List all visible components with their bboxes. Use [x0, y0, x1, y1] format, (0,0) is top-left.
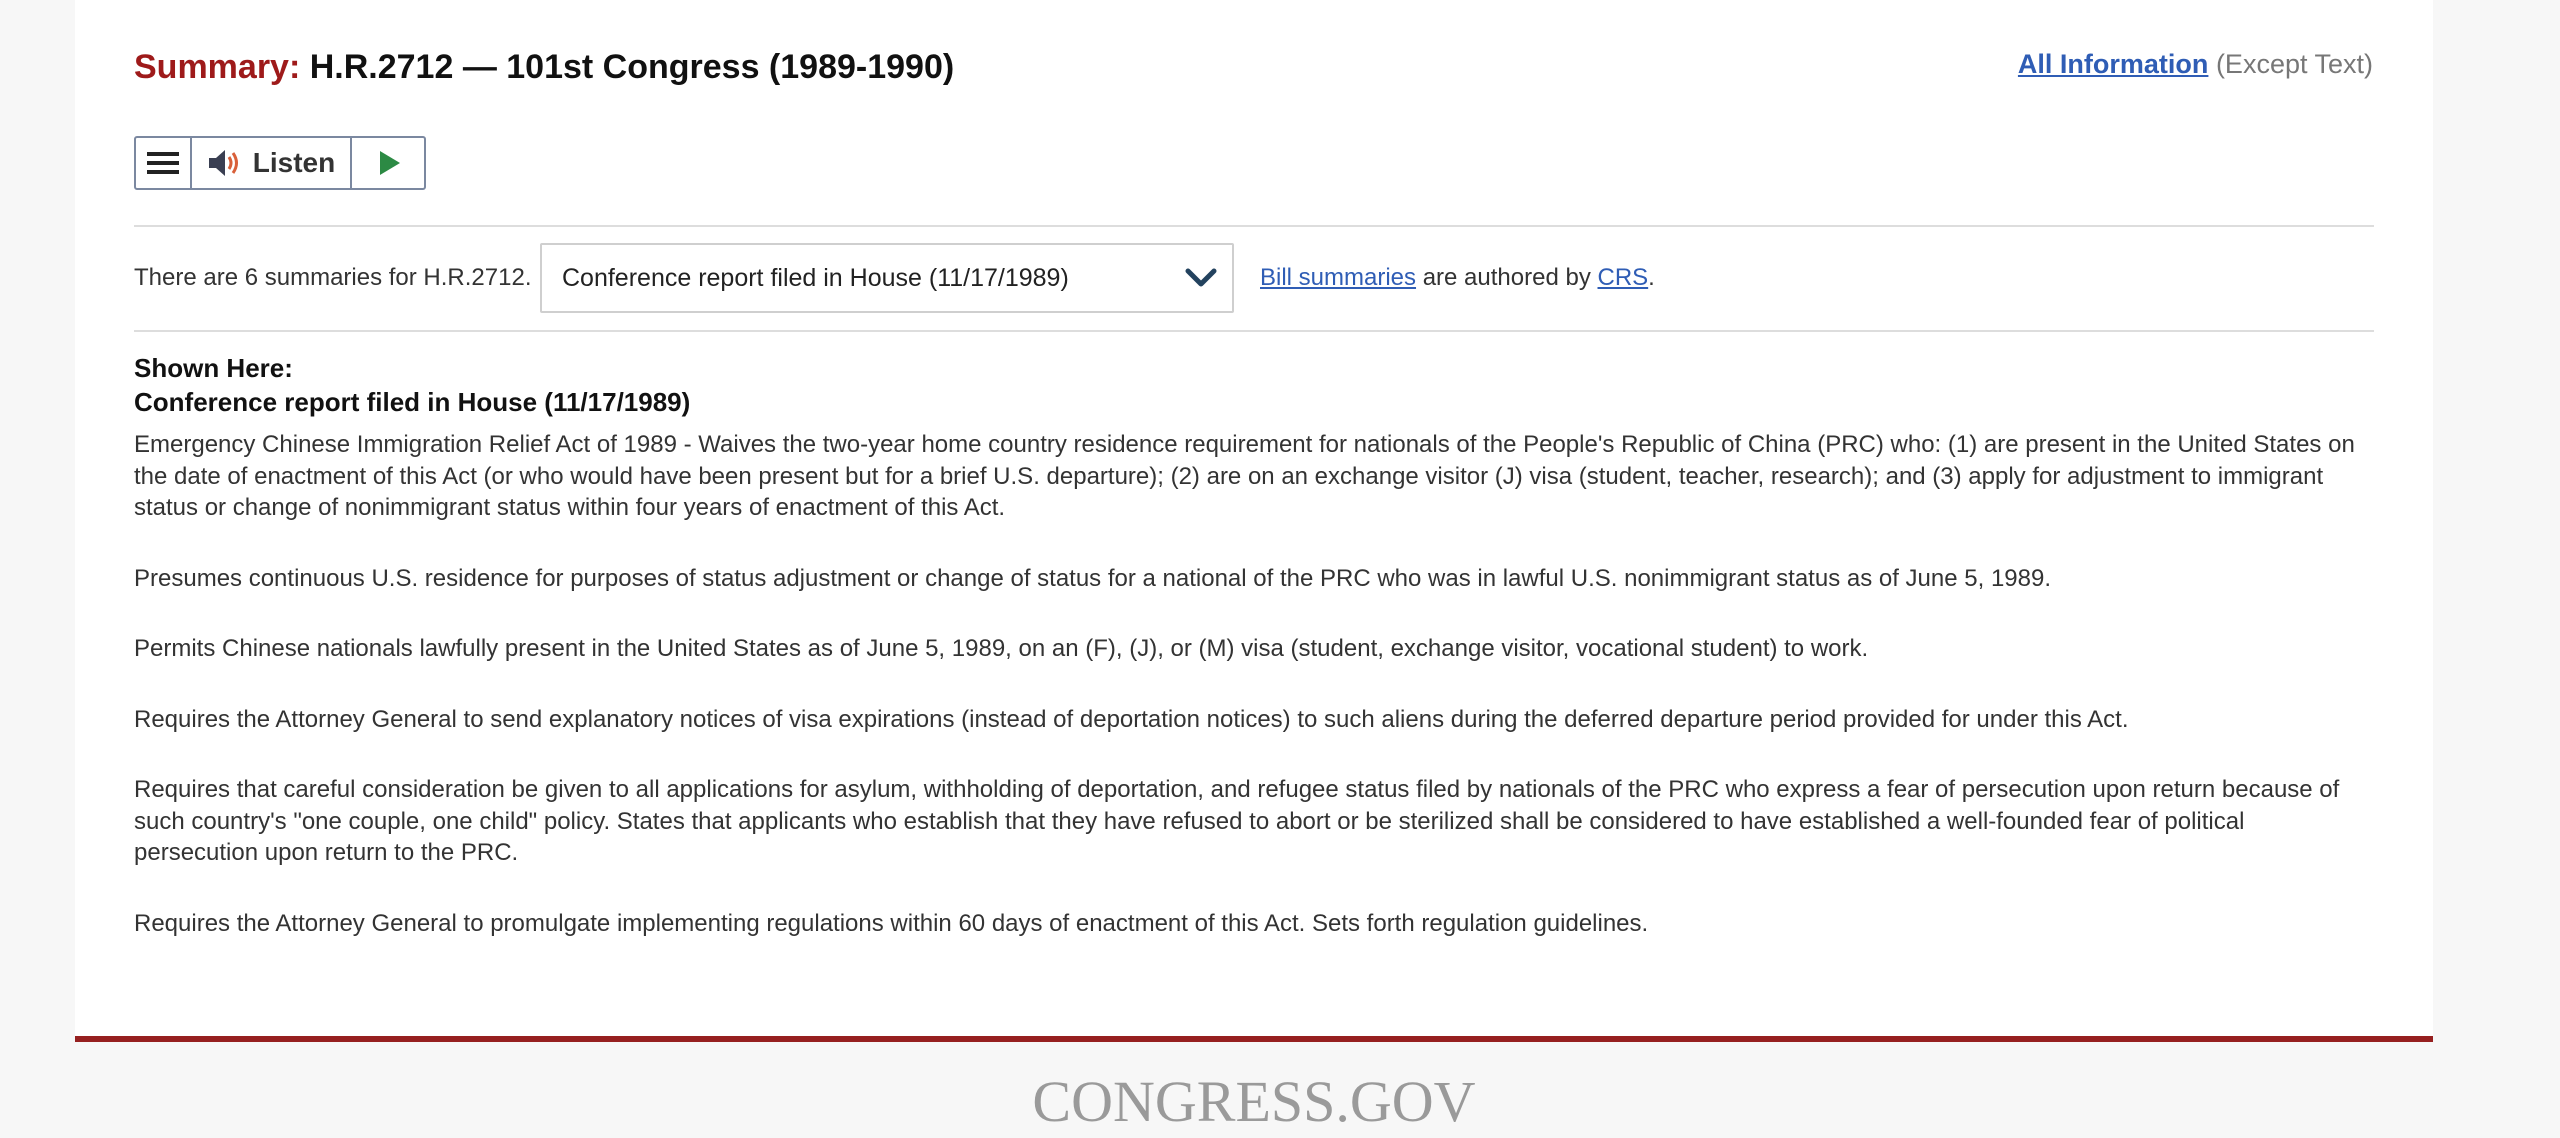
- divider: [134, 330, 2374, 332]
- congress-gov-logo[interactable]: CONGRESS.GOV: [1032, 1069, 1476, 1134]
- speaker-icon: [207, 148, 243, 178]
- crs-link[interactable]: CRS: [1597, 264, 1649, 291]
- summary-paragraph: Requires the Attorney General to promulgate implementing regulations within 60 days of enactment of this Act. Sets forth regulation guidelines.: [134, 909, 1649, 937]
- summary-paragraph: Permits Chinese nationals lawfully present in the United States as of June 5, 1989, on an (F), (J), or (M) visa (student, exchange visitor, vocational student) to work.: [134, 635, 1869, 662]
- all-information-link[interactable]: All Information: [2017, 49, 2209, 79]
- page-title-bill: H.R.2712 — 101st Congress (1989-1990): [309, 48, 955, 86]
- summary-paragraph: Requires that careful consideration be given to all applications for asylum, withholding of deportation, and refugee status filed by nationals of the PRC who express a fear of persecution upon return because of such country's "one couple, one child" policy. States that applicants who establish that they have refused to abort or be sterilized shall be considered to have established a well-founded fear of political persecution upon return to the PRC.: [134, 776, 2340, 866]
- authored-by-text: [1260, 264, 1655, 292]
- all-information-suffix: (Except Text): [2215, 49, 2373, 79]
- listen-menu-button[interactable]: [136, 138, 192, 188]
- shown-here-label: Shown Here:: [134, 353, 293, 383]
- summary-paragraph: Emergency Chinese Immigration Relief Act of 1989 - Waives the two-year home country residence requirement for nationals of the People's Republic of China (PRC) who: (1) are present in the United States on the date of enactment of this Act (or who would have been present but for a brief U.S. departure); (2) are on an exchange visitor (J) visa (student, teacher, research); and (3) apply for adjustment to immigrant status or change of nonimmigrant status within four years of enactment of this Act.: [134, 431, 2355, 521]
- divider: [134, 225, 2374, 227]
- authored-by-label: are authored by: [1422, 264, 1591, 291]
- summary-version-select[interactable]: [540, 243, 1234, 313]
- play-icon: [380, 151, 400, 175]
- page-title: [134, 48, 954, 87]
- summary-paragraph: Requires the Attorney General to send explanatory notices of visa expirations (instead of deportation notices) to such aliens during the deferred departure period provided for under this Act.: [134, 705, 2129, 733]
- page-title-lead: Summary:: [134, 48, 301, 86]
- listen-toolbar: [134, 136, 426, 190]
- summary-version-selected: Conference report filed in House (11/17/1989): [562, 263, 1069, 292]
- bill-summaries-link[interactable]: Bill summaries: [1260, 264, 1417, 291]
- all-information-area: [2018, 49, 2373, 80]
- summary-paragraph: Presumes continuous U.S. residence for purposes of status adjustment or change of status for a national of the PRC who was in lawful U.S. nonimmigrant status as of June 5, 1989.: [134, 564, 2052, 592]
- play-button[interactable]: [352, 138, 424, 188]
- chevron-down-icon: [1184, 265, 1218, 291]
- authored-period: .: [1648, 264, 1655, 291]
- listen-label: Listen: [252, 147, 336, 178]
- summary-count-text: There are 6 summaries for H.R.2712.: [134, 264, 532, 291]
- summary-text: [134, 429, 2374, 978]
- shown-version-heading: Conference report filed in House (11/17/1989): [134, 387, 691, 417]
- footer-divider: [75, 1036, 2433, 1042]
- listen-button[interactable]: [192, 138, 352, 188]
- hamburger-menu-icon: [147, 152, 179, 174]
